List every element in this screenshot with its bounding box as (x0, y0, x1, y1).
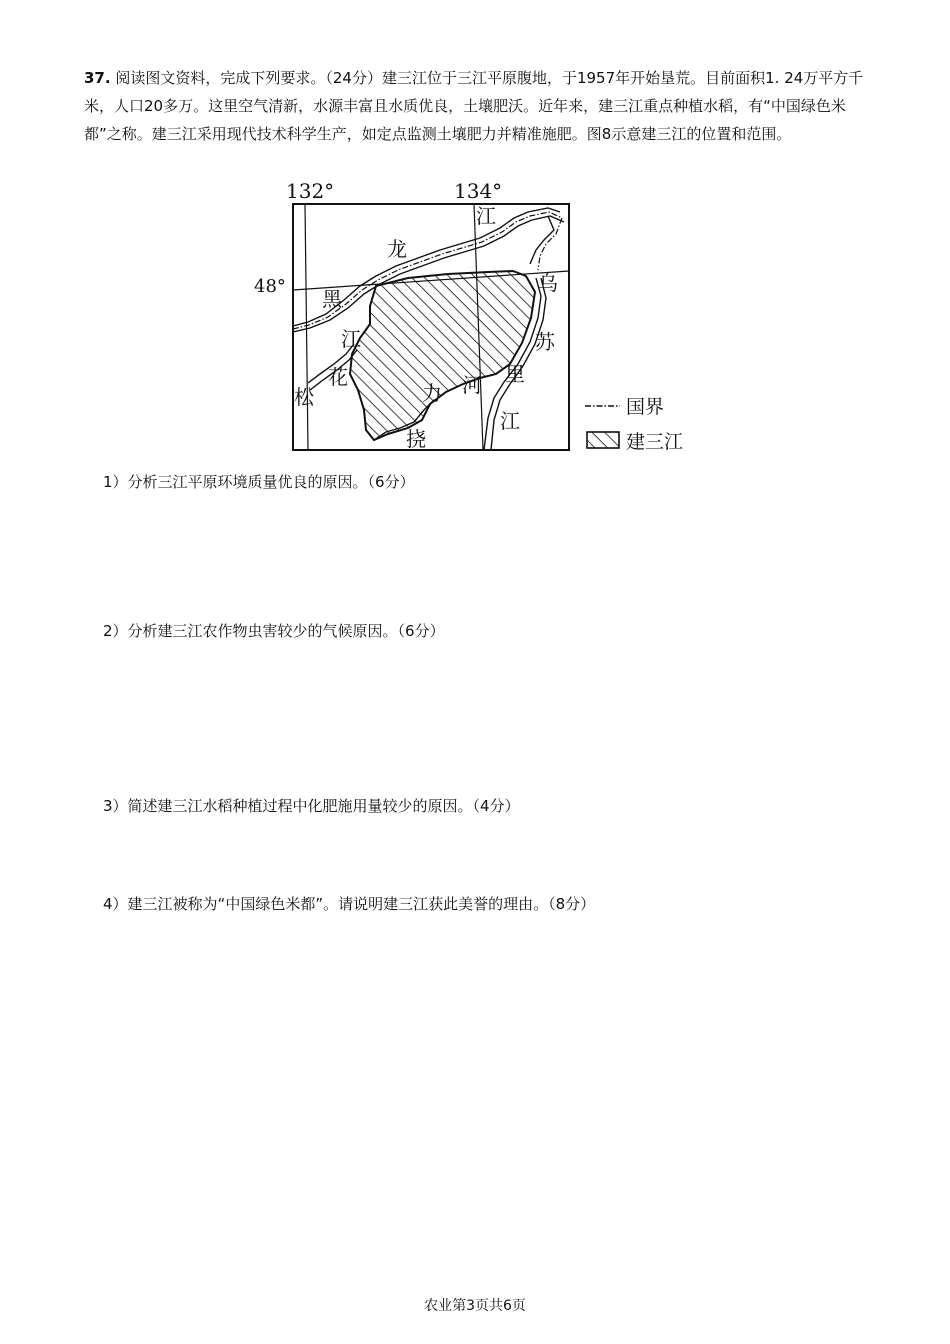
river-char-song: 松 (294, 385, 314, 409)
question-intro (84, 64, 874, 148)
legend-area-label: 建三江 (626, 431, 684, 453)
lat-label-48: 48° (254, 276, 286, 297)
river-char-li: 力 (422, 381, 442, 405)
map-legend (585, 396, 683, 453)
river-char-su: 苏 (535, 330, 555, 354)
question-text: 阅读图文资料，完成下列要求。（24分）建三江位于三江平原腹地，于1957年开始垦荒。目前面积1. 24万平方千米，人口20多万。这里空气清新，水源丰富且水质优良，土壤肥沃。近年来，建三江重点种植水稻，有“中国绿色米都”之称。建三江采用现代技术科学生产，如定点监测土壤肥力并精准施肥。图8示意建三江的位置和范围。 (84, 69, 864, 143)
lon-label-132: 132° (286, 179, 335, 203)
subquestion-1: 1）分析三江平原环境质量优良的原因。（6分） (103, 473, 415, 491)
river-char-nao: 挠 (406, 427, 426, 451)
river-char-wu: 乌 (538, 271, 558, 295)
subquestion-4: 4）建三江被称为“中国绿色米都”。请说明建三江获此美誉的理由。（8分） (103, 895, 596, 913)
river-char-hei: 黑 (322, 287, 342, 311)
page-footer: 农业第3页共6页 (424, 1298, 526, 1314)
question-number: 37. (84, 69, 111, 87)
legend-area-symbol (587, 432, 619, 448)
river-char-li-2: 里 (505, 362, 525, 386)
river-char-jiang-bottom: 江 (500, 409, 520, 433)
location-map (248, 178, 698, 454)
lon-label-134: 134° (454, 179, 503, 203)
subquestion-3: 3）简述建三江水稻种植过程中化肥施用量较少的原因。（4分） (103, 797, 520, 815)
river-char-jiang-top: 江 (476, 204, 496, 228)
river-char-jiang-1: 江 (341, 327, 361, 351)
river-char-hua: 花 (328, 365, 348, 389)
river-char-he: 河 (462, 373, 482, 397)
river-char-long: 龙 (387, 237, 407, 261)
subquestion-2: 2）分析建三江农作物虫害较少的气候原因。（6分） (103, 622, 445, 640)
legend-border-label: 国界 (626, 396, 665, 418)
